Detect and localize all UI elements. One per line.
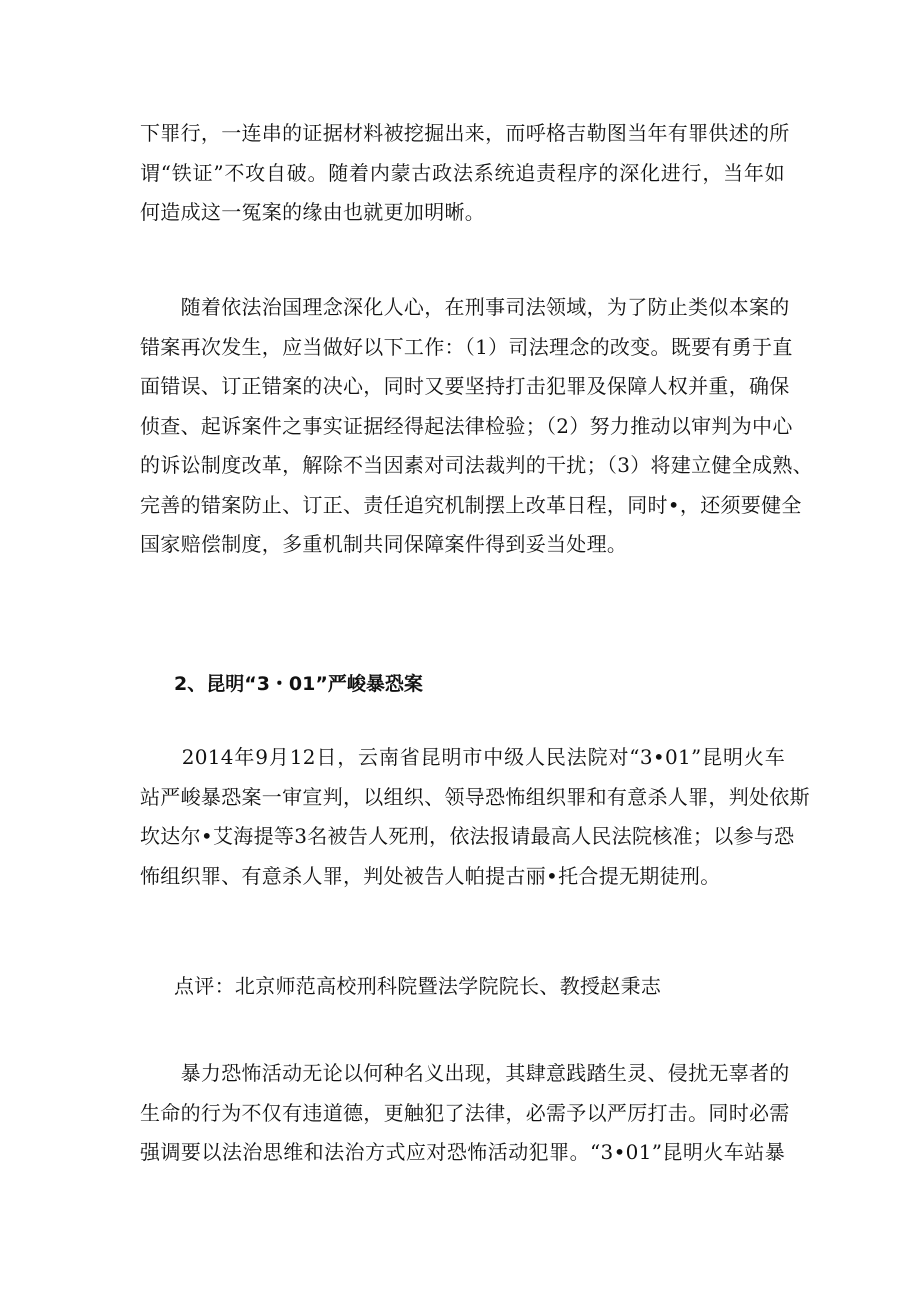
paragraph-2	[140, 288, 813, 565]
paragraph-line: 怖组织罪、有意杀人罪，判处被告人帕提古丽•托合提无期徒刑。	[140, 863, 721, 888]
paragraph-1	[140, 114, 790, 233]
paragraph-line: 生命的行为不仅有违道德，更触犯了法律，必需予以严厉打击。同时必需	[140, 1100, 790, 1125]
paragraph-line: 坎达尔•艾海提等3名被告人死刑，依法报请最高人民法院核准；以参与恐	[140, 824, 795, 848]
paragraph-line: 错案再次发生，应当做好以下工作：（1）司法理念的改变。既要有勇于直	[140, 334, 793, 359]
paragraph-line: 随着依法治国理念深化人心，在刑事司法领域，为了防止类似本案的	[140, 295, 790, 319]
paragraph-line: 面错误、订正错案的决心，同时又要坚持打击犯罪及保障人权并重，确保	[140, 374, 790, 398]
paragraph-line: 侦查、起诉案件之事实证据经得起法律检验；（2）努力推动以审判为中心	[140, 413, 793, 438]
section-heading: 2、昆明“3・01”严峻暴恐案	[174, 673, 423, 695]
paragraph-line: 暴力恐怖活动无论以何种名义出现，其肆意践踏生灵、侵扰无辜者的	[140, 1061, 790, 1085]
paragraph-line: 站严峻暴恐案一审宣判，以组织、领导恐怖组织罪和有意杀人罪，判处依斯	[140, 784, 810, 809]
paragraph-line: 完善的错案防止、订正、责任追究机制摆上改革日程，同时•，还须要健全	[140, 492, 802, 517]
paragraph-line: 国家赔偿制度，多重机制共同保障案件得到妥当处理。	[140, 532, 628, 556]
paragraph-4	[140, 1054, 790, 1173]
paragraph-line: 谓“铁证”不攻自破。随着内蒙古政法系统追责程序的深化进行，当年如	[140, 160, 785, 185]
paragraph-line: 何造成这一冤案的缘由也就更加明晰。	[140, 200, 486, 224]
paragraph-3	[140, 738, 810, 896]
paragraph-line: 下罪行，一连串的证据材料被挖掘出来，而呼格吉勒图当年有罪供述的所	[140, 121, 790, 145]
paragraph-line: 强调要以法治思维和法治方式应对恐怖活动犯罪。“3•01”昆明火车站暴	[140, 1140, 785, 1164]
comment-attribution: 点评：北京师范高校刑科院暨法学院院长、教授赵秉志	[174, 974, 662, 998]
paragraph-line: 的诉讼制度改革，解除不当因素对司法裁判的干扰；（3）将建立健全成熟、	[140, 453, 813, 477]
paragraph-line: 2014年9月12日，云南省昆明市中级人民法院对“3•01”昆明火车	[140, 745, 785, 769]
